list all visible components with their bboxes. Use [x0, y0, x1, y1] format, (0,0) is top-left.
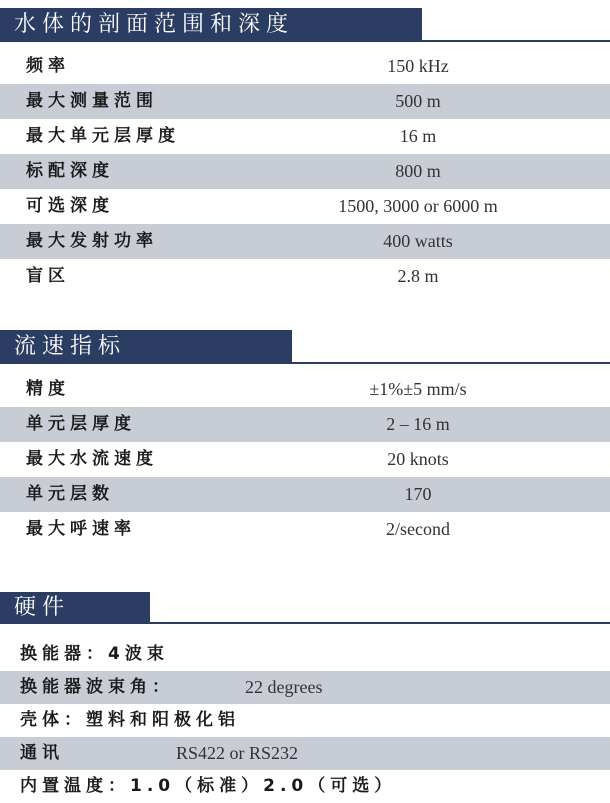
hw-value: 22 degrees	[245, 677, 323, 697]
profile-rule	[0, 40, 610, 42]
spec-row-max-cell-size	[0, 119, 610, 154]
hw-label: 换能器：4波束	[20, 644, 169, 664]
spec-row-max-power	[0, 224, 610, 259]
spec-row-optional-depth	[0, 189, 610, 224]
spec-value: 2.8 m	[397, 266, 439, 286]
spec-label: 最大测量范围	[26, 91, 158, 111]
spec-label: 单元层数	[26, 484, 114, 504]
hw-label: 壳体：塑料和阳极化铝	[20, 710, 240, 730]
spec-label: 最大发射功率	[26, 231, 158, 251]
spec-value: 500 m	[395, 91, 441, 111]
velocity-title: 流速指标	[0, 330, 292, 364]
spec-value: 1500, 3000 or 6000 m	[338, 196, 498, 216]
hw-label: 内置温度：1.0（标准）2.0（可选）	[20, 776, 397, 796]
spec-value: 800 m	[395, 161, 441, 181]
spec-value: 2/second	[386, 519, 450, 539]
profile-section	[0, 8, 610, 294]
hw-row-beam-angle	[0, 671, 610, 704]
hw-row-transducer	[0, 638, 610, 671]
spec-value: 150 kHz	[387, 56, 449, 76]
spec-label: 单元层厚度	[26, 414, 136, 434]
profile-header	[0, 8, 610, 42]
spec-row-max-range	[0, 84, 610, 119]
hardware-rule	[0, 622, 610, 624]
spec-row-frequency	[0, 49, 610, 84]
spec-label: 频率	[26, 56, 70, 76]
velocity-header	[0, 330, 610, 364]
spec-row-cell-size	[0, 407, 610, 442]
velocity-rule	[0, 362, 610, 364]
spec-row-cell-count	[0, 477, 610, 512]
spec-value: 16 m	[399, 126, 437, 146]
profile-title: 水体的剖面范围和深度	[0, 8, 422, 42]
spec-label: 最大单元层厚度	[26, 126, 180, 146]
spec-value: ±1%±5 mm/s	[369, 379, 467, 399]
spec-label: 可选深度	[26, 196, 114, 216]
spec-label: 精度	[26, 379, 70, 399]
spec-label: 盲区	[26, 266, 70, 286]
spec-label: 最大呼速率	[26, 519, 136, 539]
hw-row-housing	[0, 704, 610, 737]
hardware-section	[0, 592, 610, 803]
hardware-title: 硬件	[0, 592, 150, 624]
hw-label: 通讯	[20, 743, 64, 763]
hw-row-temperature	[0, 770, 610, 803]
spec-row-standard-depth	[0, 154, 610, 189]
spec-value: 20 knots	[387, 449, 449, 469]
hw-row-communication	[0, 737, 610, 770]
spec-label: 最大水流速度	[26, 449, 158, 469]
velocity-section	[0, 330, 610, 547]
spec-label: 标配深度	[26, 161, 114, 181]
hw-label: 换能器波束角：	[20, 677, 174, 697]
spec-row-ping-rate	[0, 512, 610, 547]
spec-row-accuracy	[0, 372, 610, 407]
spec-value: 400 watts	[383, 231, 453, 251]
hardware-header	[0, 592, 610, 624]
spec-value: 170	[404, 484, 432, 504]
spec-row-blanking	[0, 259, 610, 294]
hw-value: RS422 or RS232	[176, 743, 299, 763]
spec-row-max-velocity	[0, 442, 610, 477]
spec-value: 2 – 16 m	[386, 414, 450, 434]
